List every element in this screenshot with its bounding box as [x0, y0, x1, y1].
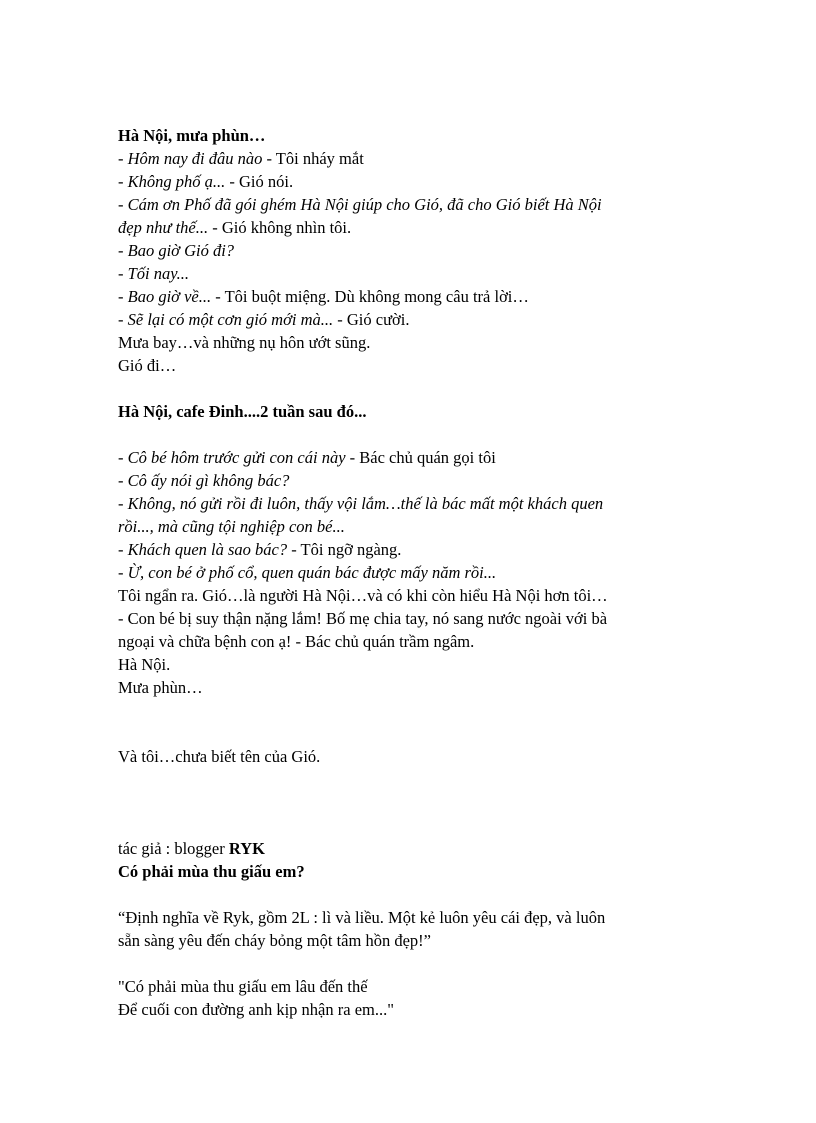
narration-line: Mưa bay…và những nụ hôn ướt sũng. [118, 333, 371, 352]
section-heading-ha-noi-mua-phun: Hà Nội, mưa phùn… [118, 126, 266, 145]
section-heading-co-phai-mua-thu-giau-em: Có phải mùa thu giấu em? [118, 862, 305, 881]
dialogue-line: - Không phố ạ... - Gió nói. [118, 172, 294, 191]
story-ending-line: Và tôi…chưa biết tên của Gió. [118, 747, 321, 766]
dialogue-line: - Ừ, con bé ở phố cổ, quen quán bác được mấy năm rồi... [118, 563, 497, 582]
poem-line: Để cuối con đường anh kịp nhận ra em..." [118, 1000, 394, 1019]
section-heading-cafe-dinh: Hà Nội, cafe Đinh....2 tuần sau đó... [118, 402, 367, 421]
dialogue-line: - Cô bé hôm trước gửi con cái này - Bác chủ quán gọi tôi [118, 448, 496, 467]
dialogue-line: - Tối nay... [118, 264, 190, 283]
dialogue-line: rồi..., mà cũng tội nghiệp con bé... [118, 517, 345, 536]
dialogue-line: - Bao giờ về... - Tôi buột miệng. Dù không mong câu trả lời… [118, 287, 529, 306]
author-name: RYK [228, 839, 265, 858]
document-body [118, 124, 698, 1021]
poem-line: "Có phải mùa thu giấu em lâu đến thế [118, 977, 368, 996]
dialogue-line: - Cô ấy nói gì không bác? [118, 471, 290, 490]
narration-line: Hà Nội. [118, 655, 171, 674]
narration-line: Mưa phùn… [118, 678, 203, 697]
quote-line: “Định nghĩa về Ryk, gồm 2L : lì và liều. Một kẻ luôn yêu cái đẹp, và luôn [118, 908, 606, 927]
dialogue-line: - Khách quen là sao bác? - Tôi ngỡ ngàng. [118, 540, 402, 559]
dialogue-line: - Sẽ lại có một cơn gió mới mà... - Gió cười. [118, 310, 410, 329]
author-credit: tác giả : blogger RYK [118, 839, 265, 858]
narration-line: Tôi ngẩn ra. Gió…là người Hà Nội…và có khi còn hiểu Hà Nội hơn tôi… [118, 586, 608, 605]
dialogue-line: - Bao giờ Gió đi? [118, 241, 235, 260]
quote-line: sẵn sàng yêu đến cháy bỏng một tâm hồn đẹp!” [118, 931, 431, 950]
narration-line: Gió đi… [118, 356, 177, 375]
dialogue-line: - Không, nó gửi rồi đi luôn, thấy vội lắm…thế là bác mất một khách quen [118, 494, 604, 513]
dialogue-line: - Cám ơn Phố đã gói ghém Hà Nội giúp cho Gió, đã cho Gió biết Hà Nội [118, 195, 602, 214]
narration-line: - Con bé bị suy thận nặng lắm! Bố mẹ chia tay, nó sang nước ngoài với bà [118, 609, 608, 628]
dialogue-line: đẹp như thế... - Gió không nhìn tôi. [118, 218, 352, 237]
dialogue-line: - Hôm nay đi đâu nào - Tôi nháy mắt [118, 149, 364, 168]
narration-line: ngoại và chữa bệnh con ạ! - Bác chủ quán trầm ngâm. [118, 632, 475, 651]
